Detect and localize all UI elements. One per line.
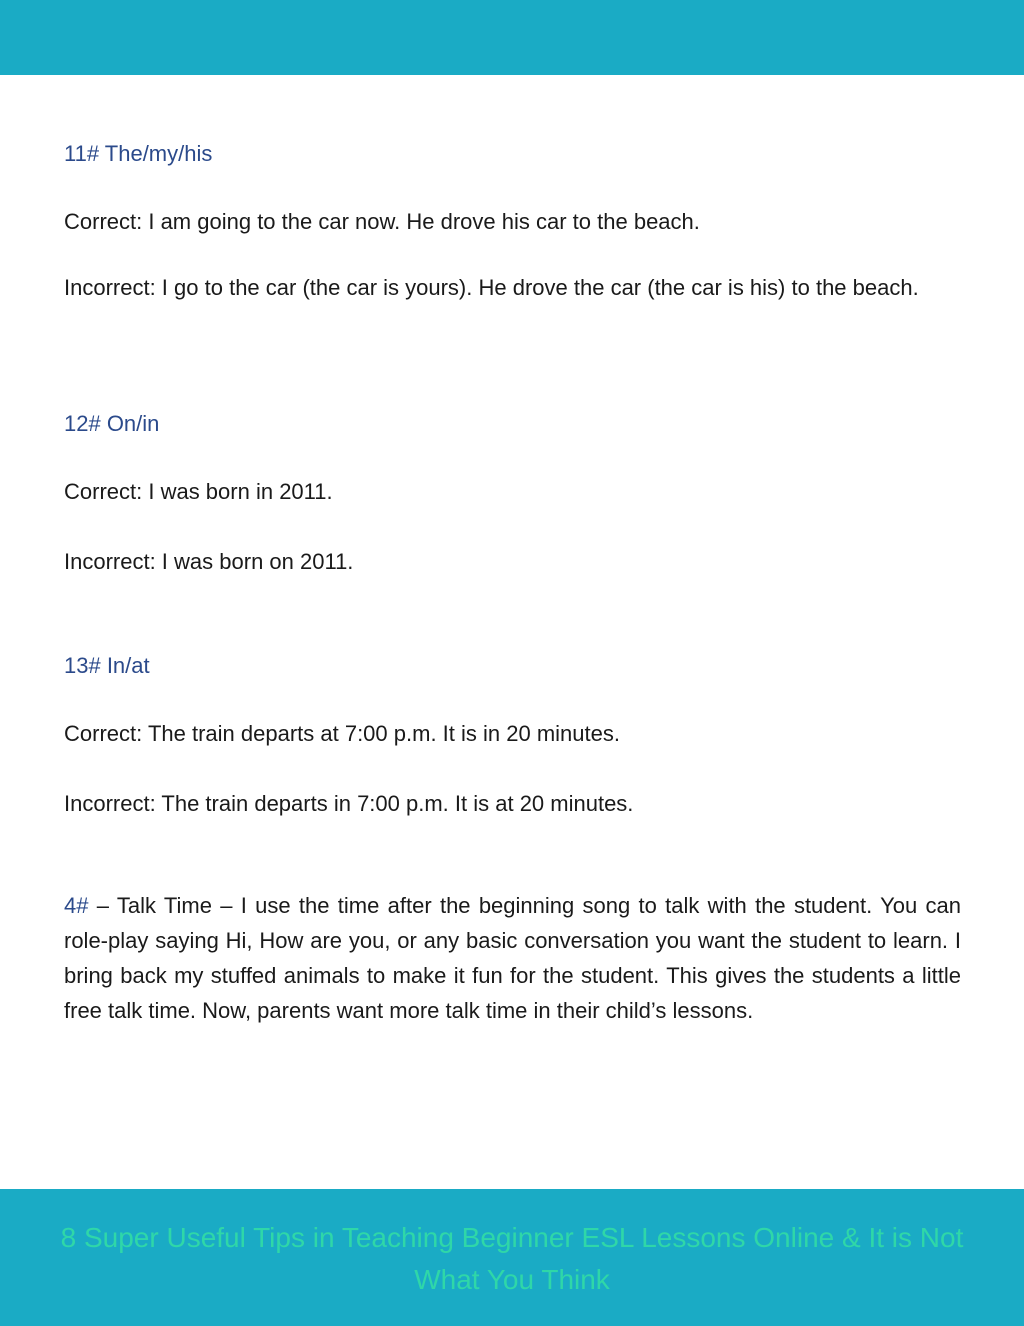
tip-number: 4# (64, 893, 89, 918)
section-heading-13: 13# In/at (64, 653, 150, 678)
correct-example-13: Correct: The train departs at 7:00 p.m. It is in 20 minutes. (64, 721, 620, 746)
correct-example-11: Correct: I am going to the car now. He drove his car to the beach. (64, 209, 700, 234)
incorrect-example-12: Incorrect: I was born on 2011. (64, 549, 354, 574)
header-bar (0, 0, 1024, 75)
section-heading-12: 12# On/in (64, 411, 160, 436)
footer-bar (0, 1189, 1024, 1326)
correct-example-12: Correct: I was born in 2011. (64, 479, 333, 504)
footer-title: 8 Super Useful Tips in Teaching Beginner ESL Lessons Online & It is Not What You Think (60, 1222, 964, 1295)
section-heading-11: 11# The/my/his (64, 141, 213, 166)
incorrect-example-11: Incorrect: I go to the car (the car is yours). He drove the car (the car is his) to the beach. (64, 275, 919, 300)
tip-paragraph (64, 888, 961, 1028)
tip-text: – Talk Time – I use the time after the beginning song to talk with the student. You can role-play saying Hi, How are you, or any basic conversation you want the student to learn. I bring back my stuffed animals to make it fun for the student. This gives the students a little free talk time. Now, parents want more talk time in their child’s lessons. (64, 893, 961, 1023)
incorrect-example-13: Incorrect: The train departs in 7:00 p.m. It is at 20 minutes. (64, 791, 634, 816)
